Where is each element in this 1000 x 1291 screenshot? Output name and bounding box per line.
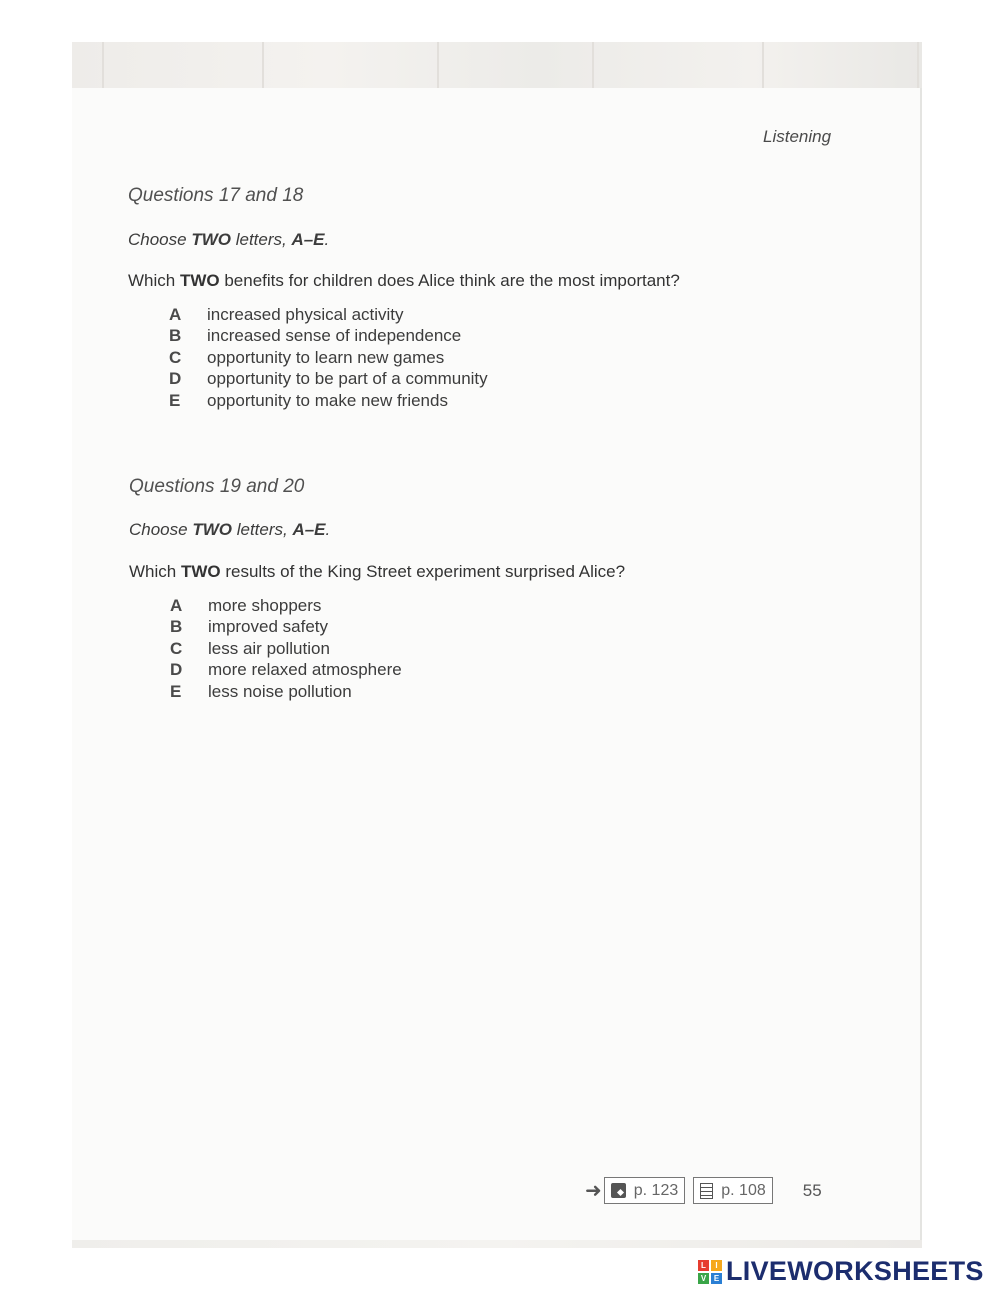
question-stem-17-18: Which TWO benefits for children does Alice think are the most important? <box>128 271 680 290</box>
option-a[interactable]: A increased physical activity <box>169 304 404 324</box>
question-heading-17-18: Questions 17 and 18 <box>128 185 304 206</box>
options-list-19-20 <box>170 595 402 703</box>
scan-top-band <box>72 42 922 88</box>
option-d[interactable]: D more relaxed atmosphere <box>170 660 402 680</box>
transcript-reference: p. 108 <box>693 1177 772 1204</box>
section-title: Listening <box>763 127 832 146</box>
page-number: 55 <box>802 1180 822 1200</box>
instruction-19-20: Choose TWO letters, A–E. <box>129 520 331 539</box>
audio-icon <box>611 1183 626 1198</box>
question-heading-19-20: Questions 19 and 20 <box>129 476 305 497</box>
option-c[interactable]: C less air pollution <box>170 638 330 658</box>
audio-reference: p. 123 <box>604 1177 685 1204</box>
option-a[interactable]: A more shoppers <box>170 595 322 615</box>
scan-bottom-band <box>72 1240 922 1248</box>
option-c[interactable]: C opportunity to learn new games <box>169 347 445 367</box>
option-e[interactable]: E opportunity to make new friends <box>169 390 448 410</box>
option-e[interactable]: E less noise pollution <box>170 681 352 701</box>
brand-name: LIVEWORKSHEETS <box>726 1256 984 1286</box>
question-stem-19-20: Which TWO results of the King Street experiment surprised Alice? <box>129 562 626 581</box>
liveworksheets-logo <box>698 1256 984 1287</box>
option-b[interactable]: B increased sense of independence <box>169 326 462 346</box>
arrow-right-icon: ➜ <box>585 1180 602 1202</box>
option-b[interactable]: B improved safety <box>170 617 328 637</box>
live-logo-icon: L I V E <box>698 1260 722 1284</box>
page-footer <box>585 1177 822 1204</box>
instruction-17-18: Choose TWO letters, A–E. <box>128 230 330 249</box>
options-list-17-18 <box>169 304 488 412</box>
document-icon <box>700 1183 713 1199</box>
option-d[interactable]: D opportunity to be part of a community <box>169 369 488 389</box>
